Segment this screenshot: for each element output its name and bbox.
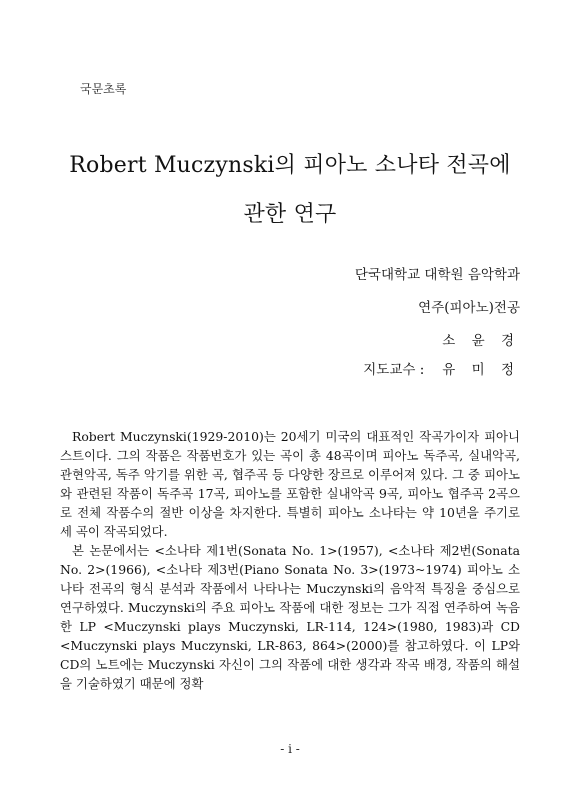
abstract-body: [60, 427, 520, 693]
advisor-name: 유 미 정: [442, 362, 520, 378]
page-number: - i -: [280, 742, 300, 756]
advisor-line: [359, 358, 520, 378]
abstract-paragraph: 본 논문에서는 <소나타 제1번(Sonata No. 1>(1957), <소나타 제2번(Sonata No. 2>(1966), <소나타 제3번(Piano Sonata No. 3>(1973~1974) 피아노 소나타 전곡의 형식 분석과 작품에서 나타나는 Muczynski의 음악적 특징을 중심으로 연구하였다. Muczynski의 주요 피아노 작품에 대한 정보는 그가 직접 연주하여 녹음한 LP <Muczynski plays Muczynski, LR-114, 124>(1980, 1983)과 CD <Muczynski plays Muczynski, LR-863, 864>(2000)를 참고하였다. 이 LP와 CD의 노트에는 Muczynski 자신이 그의 작품에 대한 생각과 작곡 배경, 작품의 해설을 기술하였기 때문에 정확: [60, 543, 520, 691]
thesis-title-line-1: Robert Muczynski의 피아노 소나타 전곡에: [69, 153, 511, 178]
abstract-paragraph: Robert Muczynski(1929-2010)는 20세기 미국의 대표적인 작곡가이자 피아니스트이다. 그의 작품은 작품번호가 있는 곡이 총 48곡이며 피아노 독주곡, 실내악곡, 관현악곡, 독주 악기를 위한 곡, 협주곡 등 다양한 장르로 이루어져 있다. 그 중 피아노와 관련된 작품이 독주곡 17곡, 피아노를 포함한 실내악곡 9곡, 피아노 협주곡 2곡으로 전체 작품수의 절반 이상을 차지한다. 특별히 피아노 소나타는 약 10년을 주기로 세 곡이 작곡되었다.: [60, 429, 520, 539]
thesis-title-line-2: 관한 연구: [243, 202, 337, 227]
advisor-label: 지도교수 :: [363, 362, 425, 378]
section-label: 국문초록: [80, 82, 127, 96]
major: 연주(피아노)전공: [418, 300, 520, 316]
affiliation: 단국대학교 대학원 음악학과: [354, 267, 520, 283]
author-name: 소 윤 경: [442, 333, 520, 349]
